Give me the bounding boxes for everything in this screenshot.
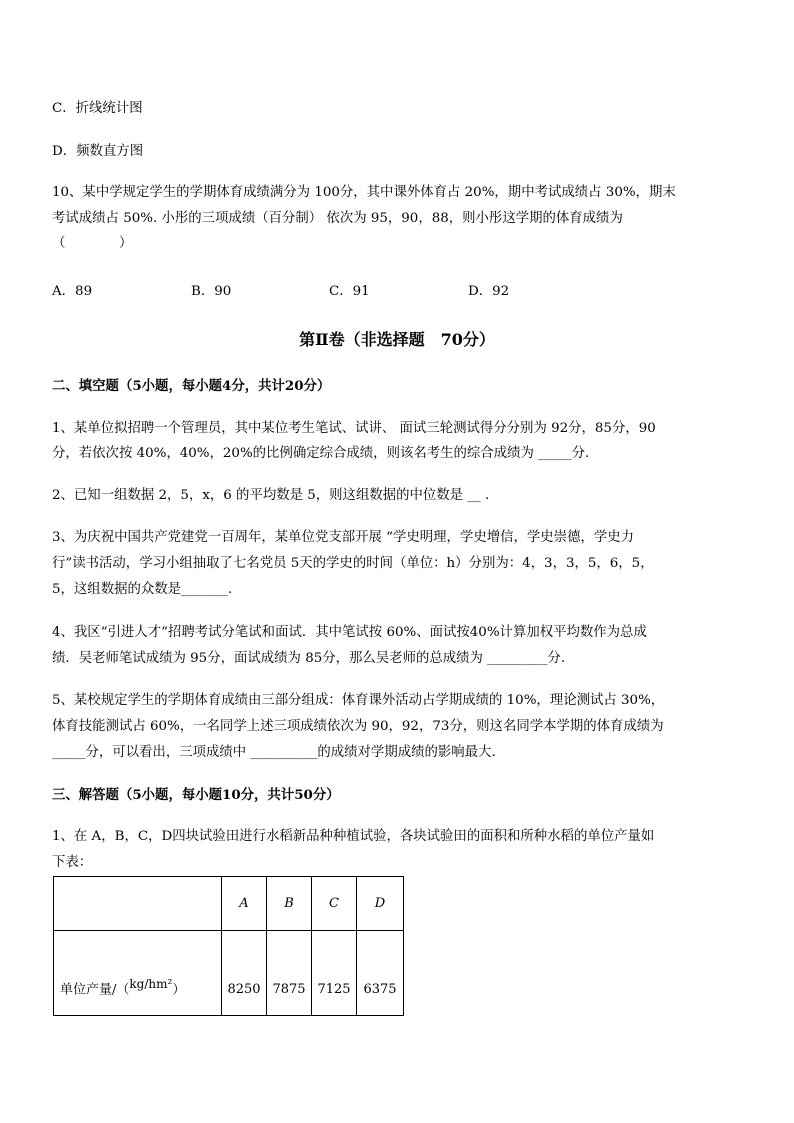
row-label-cell <box>54 931 222 1016</box>
part2-title: 第Ⅱ卷（非选择题 70分） <box>299 330 495 349</box>
table-corner-cell <box>54 877 222 931</box>
s3-q1-line1: 1、在 A，B，C，D四块试验田进行水稻新品种种植试验，各块试验田的面积和所种水稻的单位产量如 <box>52 829 655 844</box>
section2-title: 二、填空题（5小题，每小题4分，共计20分） <box>52 378 331 394</box>
s2-q4-line2: 绩．吴老师笔试成绩为 95分，面试成绩为 85分，那么吴老师的总成绩为 _________分. <box>52 651 566 666</box>
row-unit: kg/hm² <box>129 976 173 991</box>
value-b: 7875 <box>267 931 312 1016</box>
s2-q5-line2: 体育技能测试占 60%，一名同学上述三项成绩依次为 90，92，73分，则这名同学本学期的体育成绩为 <box>52 719 664 734</box>
s2-q2-line1: 2、已知一组数据 2，5，x，6 的平均数是 5，则这组数据的中位数是 __ . <box>52 488 490 503</box>
s2-q1-line1: 1、某单位拟招聘一个管理员，其中某位考生笔试、试讲、 面试三轮测试得分分别为 92分，85分，90 <box>52 421 656 436</box>
yield-table <box>53 876 404 1016</box>
s2-q5-line3: _____分，可以看出，三项成绩中 __________的成绩对学期成绩的影响最大. <box>52 745 496 760</box>
s2-q3-line1: 3、为庆祝中国共产党建党一百周年，某单位党支部开展 “学史明理，学史增信，学史崇德，学史力 <box>52 530 635 545</box>
s2-q1-line2: 分，若依次按 40%，40%，20%的比例确定综合成绩，则该名考生的综合成绩为 _____分. <box>52 446 590 461</box>
q10-option-b: B．90 <box>191 284 232 299</box>
table-header-b: B <box>267 877 312 931</box>
option-d: D．频数直方图 <box>52 144 144 159</box>
value-a: 8250 <box>222 931 267 1016</box>
s2-q3-line3: 5，这组数据的众数是_______. <box>52 582 233 597</box>
option-c: C．折线统计图 <box>52 101 143 116</box>
value-d: 6375 <box>357 931 404 1016</box>
q10-line3: （ ） <box>52 236 133 251</box>
q10-option-c: C．91 <box>329 284 370 299</box>
s2-q4-line1: 4、我区“引进人才”招聘考试分笔试和面试．其中笔试按 60%、面试按40%计算加权平均数作为总成 <box>52 625 647 640</box>
table-header-c: C <box>312 877 357 931</box>
q10-line1: 10、某中学规定学生的学期体育成绩满分为 100分，其中课外体育占 20%，期中考试成绩占 30%，期末 <box>52 185 676 200</box>
s3-q1-line2: 下表： <box>52 855 93 870</box>
section3-title: 三、解答题（5小题，每小题10分，共计50分） <box>52 787 340 803</box>
q10-option-d: D．92 <box>468 284 510 299</box>
table-header-a: A <box>222 877 267 931</box>
table-header-row <box>54 877 404 931</box>
q10-option-a: A．89 <box>52 284 93 299</box>
table-row <box>54 931 404 1016</box>
q10-line2: 考试成绩占 50%. 小彤的三项成绩（百分制） 依次为 95，90，88，则小彤这学期的体育成绩为 <box>52 211 623 226</box>
row-label-close: ） <box>172 982 186 997</box>
table-header-d: D <box>357 877 404 931</box>
s2-q5-line1: 5、某校规定学生的学期体育成绩由三部分组成：体育课外活动占学期成绩的 10%，理论测试占 30%， <box>52 693 665 708</box>
value-c: 7125 <box>312 931 357 1016</box>
s2-q3-line2: 行”读书活动，学习小组抽取了七名党员 5天的学史的时间（单位：h）分别为：4，3，3，5，6，5， <box>52 556 654 571</box>
row-label: 单位产量/（ <box>60 982 130 997</box>
